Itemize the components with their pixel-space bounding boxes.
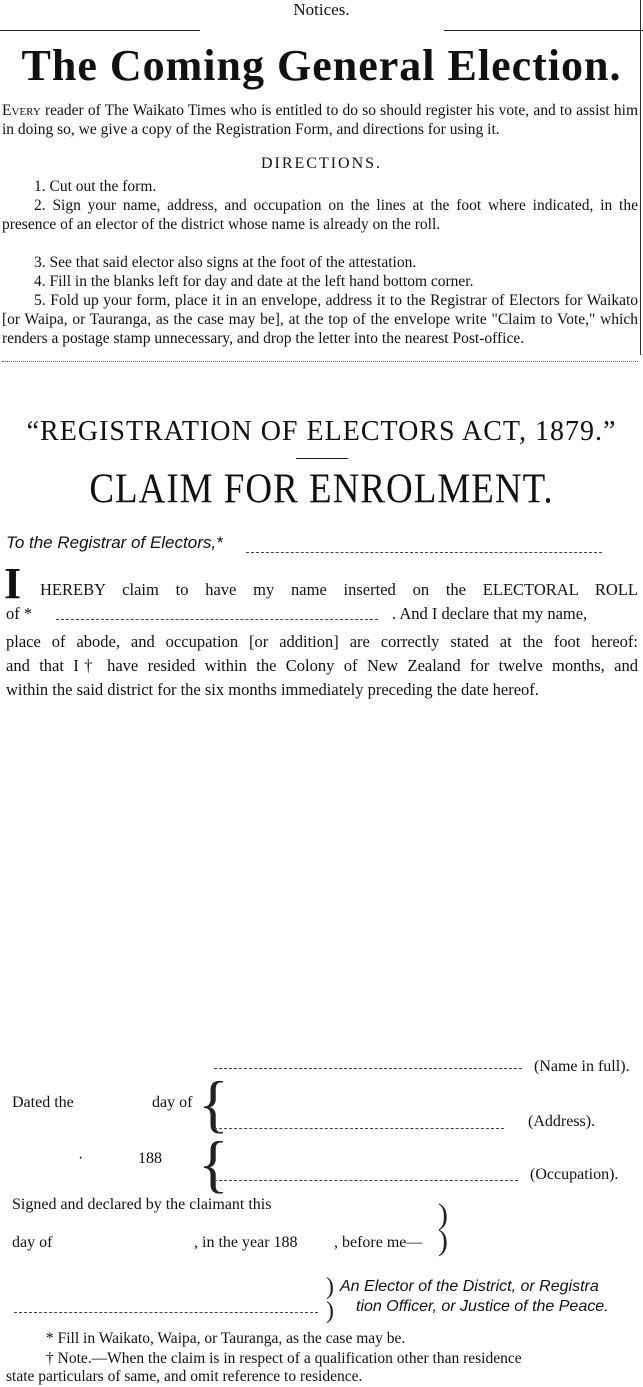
brace: { <box>198 1128 229 1199</box>
claim-line: within the said district for the six months immediately preceding the date hereof. <box>6 680 539 699</box>
footnote: † Note.—When the claim is in respect of a qualification other than residence <box>46 1350 522 1367</box>
brace: { <box>198 1068 229 1139</box>
claim-line: place of abode, and occupation [or addition] are correctly stated at the foot hereof: <box>6 632 638 651</box>
claim-title: CLAIM FOR ENROLMENT. <box>89 465 554 514</box>
registrar-line[interactable] <box>246 552 602 553</box>
dated-label: Dated the <box>12 1094 74 1111</box>
signed-line: Signed and declared by the claimant this <box>12 1196 272 1213</box>
signed-year: , in the year 188 <box>194 1234 298 1251</box>
divider <box>0 30 200 31</box>
brace: ) <box>438 1198 448 1231</box>
claim-line: and that I† have resided within the Colony of New Zealand for twelve months, and <box>6 656 638 675</box>
district-line[interactable] <box>56 619 378 620</box>
brace: ) <box>326 1298 334 1324</box>
direction-item: 3. See that said elector also signs at the foot of the attestation. <box>34 254 417 271</box>
year-dot: · <box>78 1150 84 1167</box>
column-rule <box>640 0 641 355</box>
short-rule <box>296 458 348 459</box>
article-intro <box>2 101 638 139</box>
drop-cap: I <box>4 559 22 608</box>
witness-text: tion Officer, or Justice of the Peace. <box>356 1298 609 1315</box>
directions-heading: DIRECTIONS. <box>260 155 383 172</box>
address-line[interactable] <box>214 1128 504 1129</box>
act-title: “REGISTRATION OF ELECTORS ACT, 1879.” <box>26 416 617 447</box>
direction-item: 2. Sign your name, address, and occupation on the lines at the foot where indicated, in the presence of an elector of the district whose name is already on the roll. <box>2 197 638 233</box>
claim-line: . And I declare that my name, <box>392 604 588 623</box>
occupation-line[interactable] <box>214 1180 518 1181</box>
intro-text: reader of The Waikato Times who is entitled to do so should register his vote, and to assist him in doing so, we give a copy of the Registration Form, and directions for using it. <box>2 102 639 138</box>
year-prefix: 188 <box>138 1150 162 1167</box>
brace: ) <box>438 1224 448 1257</box>
footnote: state particulars of same, and omit reference to residence. <box>6 1368 363 1385</box>
claim-of-label: of * <box>6 604 33 623</box>
signed-day-of: day of <box>12 1234 53 1251</box>
day-of-label: day of <box>152 1094 193 1111</box>
section-heading: Notices. <box>293 0 350 19</box>
witness-line[interactable] <box>14 1312 318 1313</box>
intro-first-word: Every <box>2 102 41 119</box>
name-line[interactable] <box>214 1068 522 1069</box>
direction-item: 4. Fill in the blanks left for day and date at the left hand bottom corner. <box>34 273 474 290</box>
direction-item: 1. Cut out the form. <box>34 178 157 195</box>
dotted-divider <box>2 361 638 362</box>
direction-item: 5. Fold up your form, place it in an envelope, address it to the Registrar of Electors for Waikato [or Waipa, or Tauranga, as the case may be], at the top of the envelope write "Claim to Vote," which renders a postage stamp unnecessary, and drop the letter into the nearest Post-office. <box>2 292 638 347</box>
witness-text: An Elector of the District, or Registra <box>340 1278 599 1295</box>
registrar-label: To the Registrar of Electors,* <box>6 533 223 552</box>
footnote: * Fill in Waikato, Waipa, or Tauranga, as the case may be. <box>46 1330 406 1347</box>
address-label: (Address). <box>528 1113 596 1130</box>
signed-before-me: , before me— <box>334 1234 423 1251</box>
claim-line: HEREBY claim to have my name inserted on the ELECTORAL ROLL <box>40 580 638 599</box>
brace: ) <box>326 1274 334 1300</box>
name-label: (Name in full). <box>534 1058 630 1075</box>
occupation-label: (Occupation). <box>530 1166 619 1183</box>
divider <box>444 30 643 31</box>
article-title: The Coming General Election. <box>21 41 622 90</box>
